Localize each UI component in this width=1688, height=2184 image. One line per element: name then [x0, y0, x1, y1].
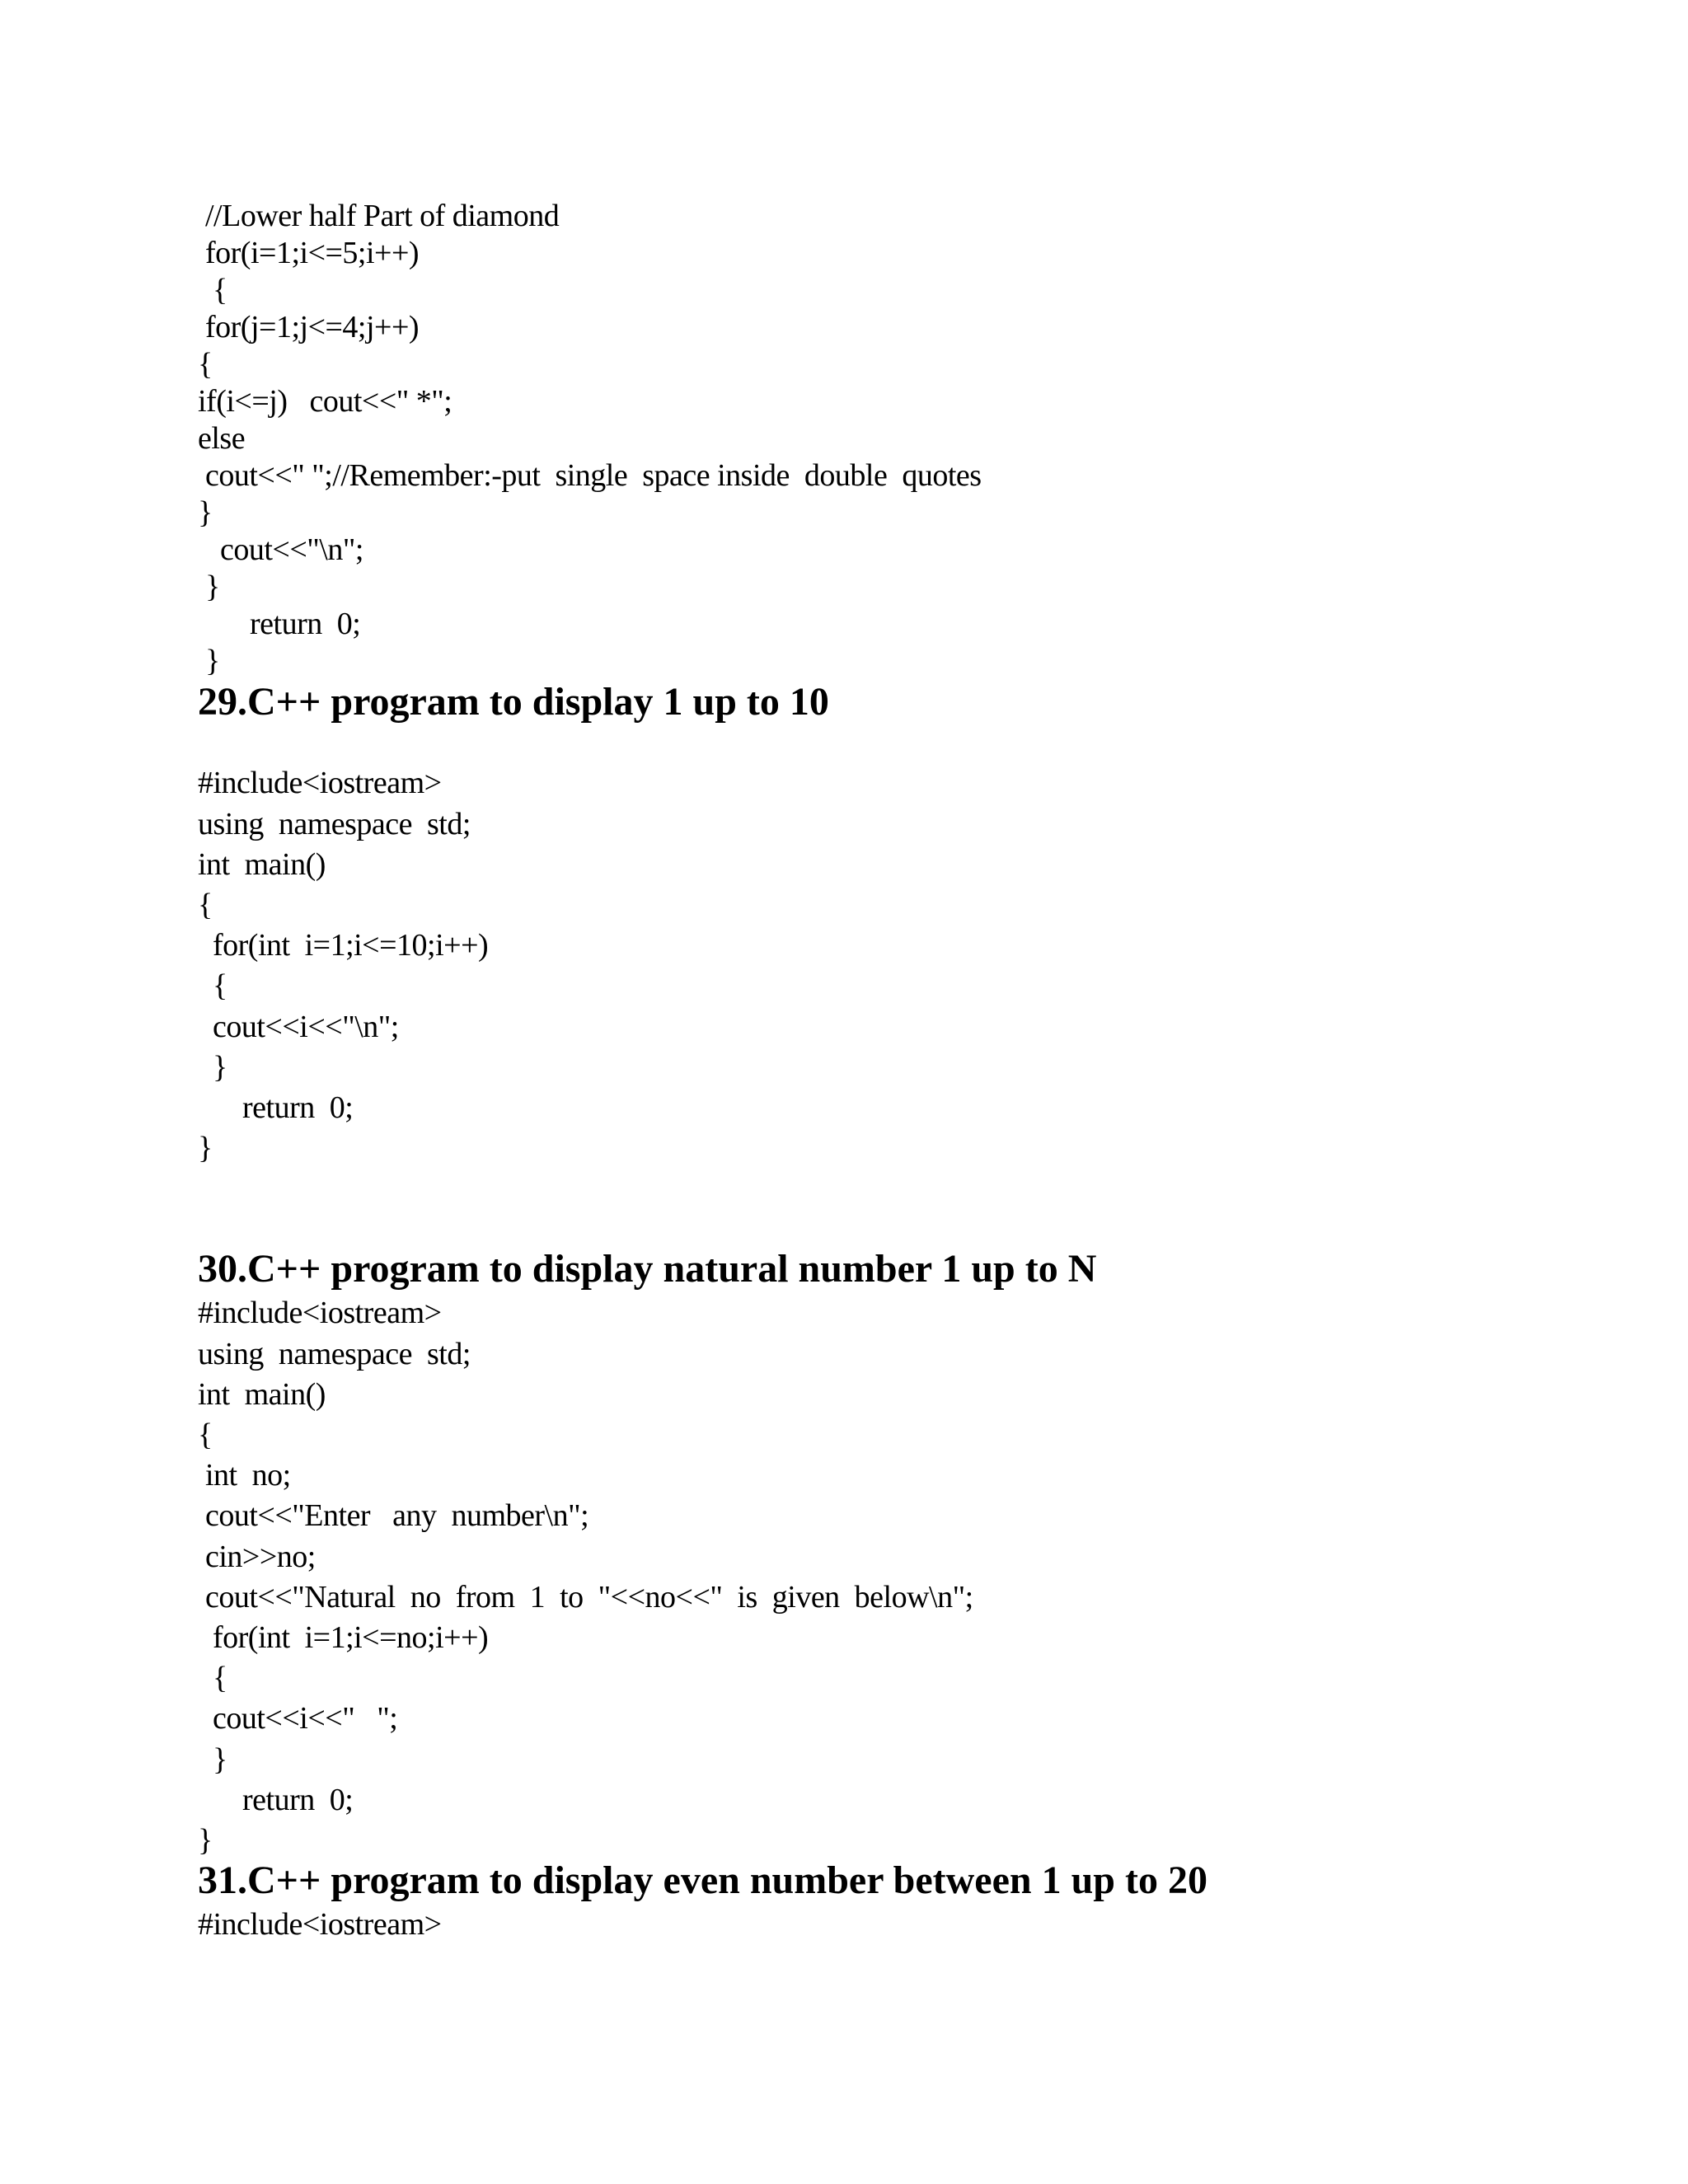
code-line: }: [198, 569, 220, 604]
code-line: cout<<i<<" ";: [198, 1701, 398, 1736]
code-line: int main(): [198, 1377, 326, 1412]
code-line: }: [198, 1742, 227, 1777]
code-line: cout<<i<<"\n";: [198, 1010, 399, 1044]
code-line: {: [198, 1661, 227, 1695]
code-line: {: [198, 347, 213, 382]
code-line: #include<iostream>: [198, 766, 442, 800]
code-line: }: [198, 1823, 213, 1858]
code-line: cin>>no;: [198, 1540, 316, 1574]
code-line: }: [198, 1050, 227, 1085]
code-line: cout<<"Enter any number\n";: [198, 1498, 589, 1533]
code-line: cout<<"Natural no from 1 to "<<no<<" is given below\n";: [198, 1580, 973, 1615]
code-line: return 0;: [198, 1090, 354, 1125]
section-heading: 29.C++ program to display 1 up to 10: [198, 680, 829, 724]
code-line: #include<iostream>: [198, 1907, 442, 1942]
section-heading: 31.C++ program to display even number between 1 up to 20: [198, 1858, 1207, 1902]
code-line: int main(): [198, 847, 326, 882]
code-line: for(int i=1;i<=10;i++): [198, 928, 489, 963]
code-line: using namespace std;: [198, 807, 471, 841]
code-line: #include<iostream>: [198, 1296, 442, 1330]
code-line: //Lower half Part of diamond: [198, 199, 560, 233]
code-line: }: [198, 644, 220, 678]
code-line: return 0;: [198, 607, 361, 641]
code-line: {: [198, 273, 227, 307]
code-line: cout<<" ";//Remember:-put single space inside double quotes: [198, 458, 982, 493]
code-line: if(i<=j) cout<<" *";: [198, 384, 452, 419]
code-line: {: [198, 968, 227, 1003]
code-line: return 0;: [198, 1783, 354, 1817]
code-line: for(int i=1;i<=no;i++): [198, 1620, 489, 1655]
code-line: {: [198, 1418, 213, 1452]
code-line: int no;: [198, 1458, 291, 1493]
code-line: for(j=1;j<=4;j++): [198, 310, 420, 344]
code-line: }: [198, 1131, 213, 1165]
code-line: using namespace std;: [198, 1337, 471, 1371]
code-line: else: [198, 421, 246, 456]
code-line: cout<<"\n";: [198, 532, 363, 567]
code-line: }: [198, 495, 213, 530]
code-line: {: [198, 888, 213, 922]
code-line: for(i=1;i<=5;i++): [198, 236, 420, 270]
section-heading: 30.C++ program to display natural number 1 up to N: [198, 1247, 1097, 1291]
